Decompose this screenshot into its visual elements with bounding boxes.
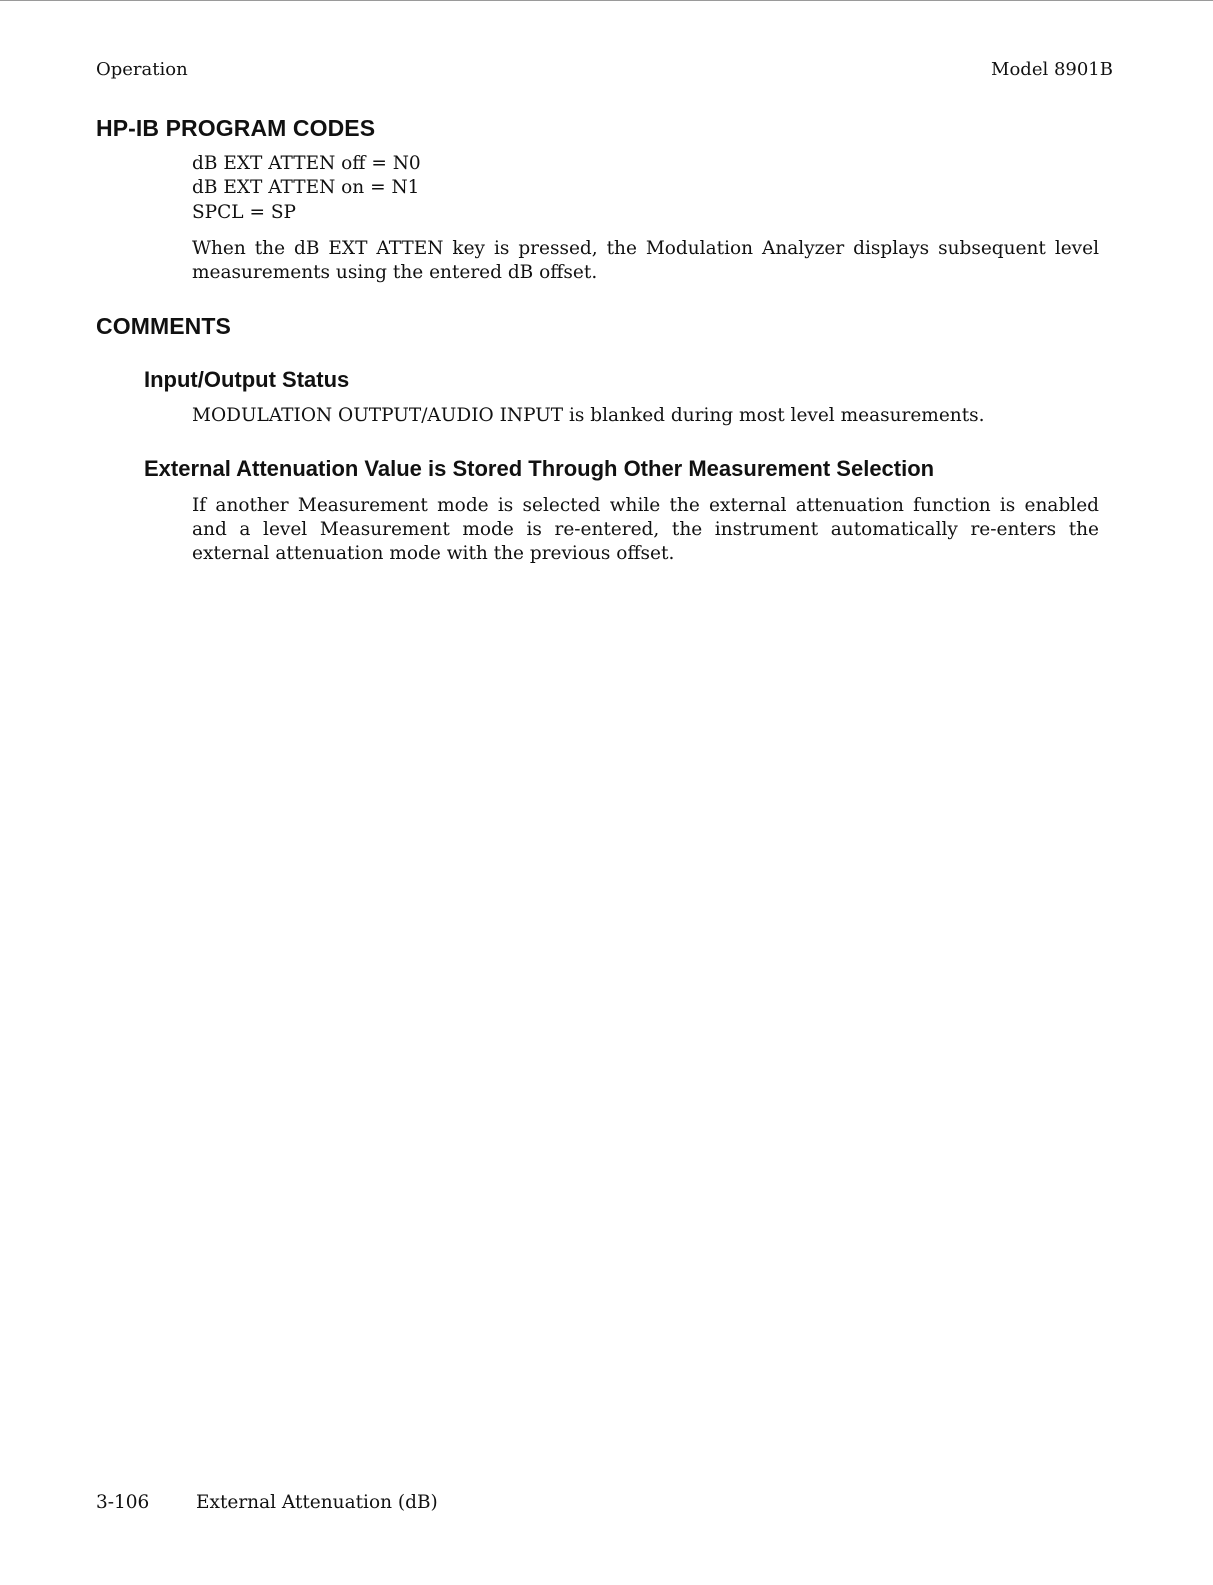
program-code-line: dB EXT ATTEN on = N1: [192, 177, 420, 198]
program-code-line: dB EXT ATTEN off = N0: [192, 153, 421, 174]
program-code-line: SPCL = SP: [192, 202, 296, 223]
comments-heading: COMMENTS: [96, 313, 231, 339]
running-header-section: Operation: [96, 59, 188, 80]
input-output-status-heading: Input/Output Status: [144, 367, 350, 392]
hpib-program-codes-heading: HP-IB PROGRAM CODES: [96, 115, 376, 141]
top-border-rule: [0, 0, 1213, 1]
hpib-description-paragraph: When the dB EXT ATTEN key is pressed, the Modulation Analyzer displays subsequent level measurements using the entered dB offset.: [192, 238, 1099, 283]
running-header-model: Model 8901B: [991, 59, 1113, 80]
external-attenuation-stored-heading: External Attenuation Value is Stored Through Other Measurement Selection: [144, 456, 935, 481]
footer-section-title: External Attenuation (dB): [196, 1492, 438, 1513]
external-attenuation-stored-paragraph: If another Measurement mode is selected while the external attenuation function is enabled and a level Measurement mode is re-entered, the instrument automatically re-enters the external attenuation mode with the previous offset.: [192, 495, 1099, 564]
input-output-status-paragraph: MODULATION OUTPUT/AUDIO INPUT is blanked during most level measurements.: [192, 405, 985, 426]
page-number: 3-106: [96, 1492, 150, 1513]
